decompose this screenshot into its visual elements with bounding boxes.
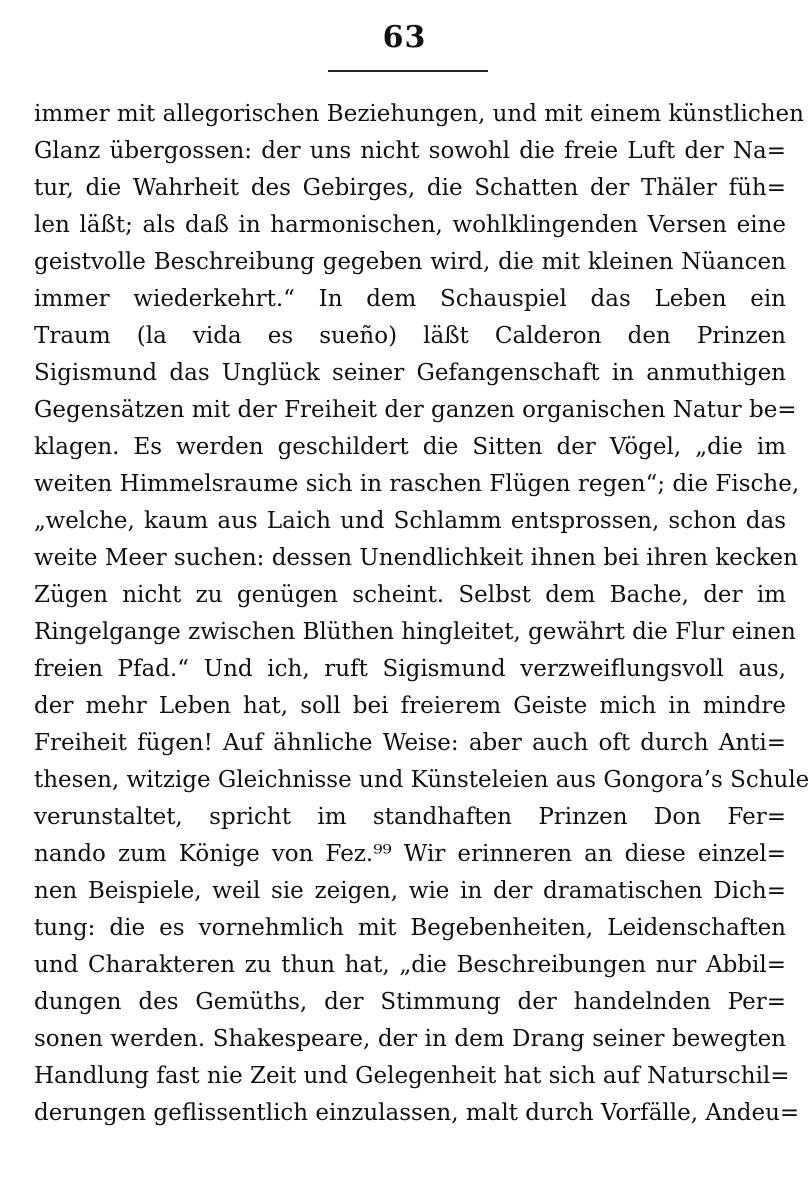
text-line: Zügen nicht zu genügen scheint. Selbst dem Bache, der im [34,582,786,608]
text-line: „welche, kaum aus Laich und Schlamm entsprossen, schon das [34,508,786,534]
text-line: geistvolle Beschreibung gegeben wird, die mit kleinen Nüancen [34,249,786,275]
text-line: tur, die Wahrheit des Gebirges, die Schatten der Thäler füh= [34,175,786,201]
text-line: len läßt; als daß in harmonischen, wohlklingenden Versen eine [34,212,786,238]
text-line: immer wiederkehrt.“ In dem Schauspiel das Leben ein [34,286,786,312]
text-line: Freiheit fügen! Auf ähnliche Weise: aber auch oft durch Anti= [34,730,786,756]
text-line: derungen geflissentlich einzulassen, malt durch Vorfälle, Andeu= [34,1100,800,1126]
text-line: Gegensätzen mit der Freiheit der ganzen organischen Natur be= [34,397,797,423]
text-line: Sigismund das Unglück seiner Gefangenschaft in anmuthigen [34,360,786,386]
text-line: und Charakteren zu thun hat, „die Beschreibungen nur Abbil= [34,952,786,978]
header-rule [328,70,488,72]
body-text [34,96,809,1132]
text-line: Ringelgange zwischen Blüthen hingleitet, gewährt die Flur einen [34,619,796,645]
text-line: der mehr Leben hat, soll bei freierem Geiste mich in mindre [34,693,786,719]
text-line: Handlung fast nie Zeit und Gelegenheit hat sich auf Naturschil= [34,1063,790,1089]
text-line: Glanz übergossen: der uns nicht sowohl die freie Luft der Na= [34,138,786,164]
text-line: sonen werden. Shakespeare, der in dem Drang seiner bewegten [34,1026,786,1052]
text-line: weiten Himmelsraume sich in raschen Flügen regen“; die Fische, [34,471,800,497]
text-line: Traum (la vida es sueño) läßt Calderon den Prinzen [34,323,786,349]
text-line: nando zum Könige von Fez.⁹⁹ Wir erinneren an diese einzel= [34,841,786,867]
text-line: klagen. Es werden geschildert die Sitten der Vögel, „die im [34,434,786,460]
text-line: dungen des Gemüths, der Stimmung der handelnden Per= [34,989,786,1015]
text-line: weite Meer suchen: dessen Unendlichkeit ihnen bei ihren kecken [34,545,798,571]
text-line: verunstaltet, spricht im standhaften Prinzen Don Fer= [34,804,786,830]
text-line: tung: die es vornehmlich mit Begebenheiten, Leidenschaften [34,915,786,941]
text-line: nen Beispiele, weil sie zeigen, wie in der dramatischen Dich= [34,878,786,904]
text-line: thesen, witzige Gleichnisse und Künsteleien aus Gongora’s Schule [34,767,809,793]
text-line: freien Pfad.“ Und ich, ruft Sigismund verzweiflungsvoll aus, [34,656,786,682]
text-line: immer mit allegorischen Beziehungen, und mit einem künstlichen [34,101,804,127]
page-number: 63 [382,20,427,55]
